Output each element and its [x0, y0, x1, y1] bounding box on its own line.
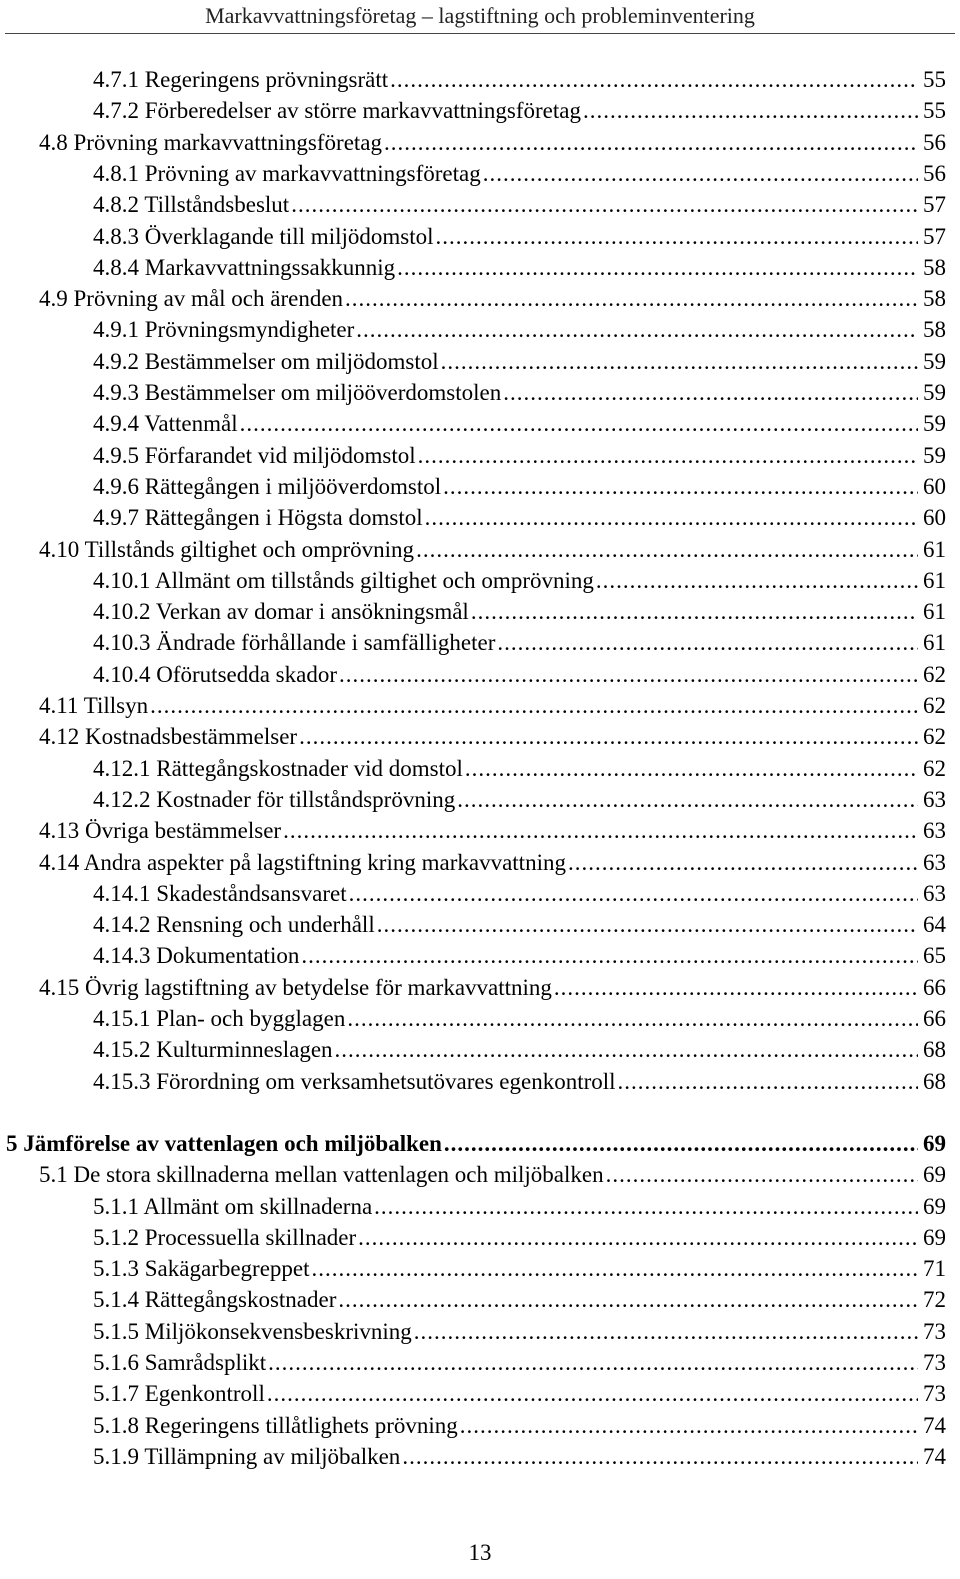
- toc-entry-title: 4.9 Prövning av mål och ärenden: [39, 286, 344, 312]
- toc-entry[interactable]: [0, 1222, 946, 1253]
- toc-entry-page: 59: [923, 411, 946, 437]
- toc-entry-page: 68: [923, 1068, 946, 1094]
- toc-entry-page: 74: [923, 1412, 946, 1438]
- toc-dot-leader: [583, 95, 918, 126]
- toc-dot-leader: [283, 815, 918, 846]
- toc-dot-leader: [299, 721, 918, 752]
- toc-entry-title: 4.8.2 Tillståndsbeslut: [93, 192, 290, 218]
- toc-dot-leader: [374, 1191, 918, 1222]
- toc-entry-page: 61: [923, 599, 946, 625]
- toc-entry-title: 4.15.3 Förordning om verksamhetsutövares egenkontroll: [93, 1068, 616, 1094]
- toc-entry-title: 4.9.5 Förfarandet vid miljödomstol: [93, 442, 416, 468]
- toc-dot-leader: [397, 252, 918, 283]
- toc-dot-leader: [402, 1441, 918, 1472]
- toc-entry[interactable]: [0, 314, 946, 345]
- toc-dot-leader: [377, 909, 918, 940]
- toc-entry-title: 4.9.3 Bestämmelser om miljööverdomstolen: [93, 380, 502, 405]
- toc-dot-leader: [497, 627, 918, 658]
- toc-entry-title: 4.10 Tillstånds giltighet och omprövning: [39, 536, 415, 562]
- toc-entry-title: 4.10.2 Verkan av domar i ansökningsmål: [93, 599, 469, 625]
- running-header: Markavvattningsföretag – lagstiftning och probleminventering: [205, 3, 755, 28]
- toc-entry-page: 63: [923, 849, 946, 875]
- toc-dot-leader: [345, 283, 918, 314]
- toc-entry[interactable]: [0, 1441, 946, 1472]
- toc-entry-page: 69: [923, 1224, 946, 1250]
- toc-entry[interactable]: [0, 1316, 946, 1347]
- toc-entry[interactable]: [0, 1284, 946, 1315]
- toc-dot-leader: [460, 1410, 918, 1441]
- toc-entry-title: 5.1.7 Egenkontroll: [93, 1381, 265, 1407]
- toc-entry-title: 4.9.2 Bestämmelser om miljödomstol: [93, 348, 439, 374]
- toc-dot-leader: [301, 940, 918, 971]
- toc-entry[interactable]: [0, 471, 946, 502]
- toc-entry-page: 58: [923, 317, 946, 343]
- toc-entry-title: 4.13 Övriga bestämmelser: [39, 818, 282, 844]
- toc-entry-page: 56: [923, 129, 946, 155]
- toc-entry-page: 68: [923, 1037, 946, 1063]
- toc-entry-page: 62: [923, 693, 946, 718]
- toc-entry-title: 4.10.1 Allmänt om tillstånds giltighet och omprövning: [93, 567, 594, 593]
- toc-entry-page: 59: [923, 348, 946, 374]
- toc-entry-title: 5.1.9 Tillämpning av miljöbalken: [93, 1443, 401, 1469]
- toc-dot-leader: [312, 1253, 918, 1284]
- toc-entry-page: 69: [923, 1193, 946, 1219]
- toc-entry[interactable]: [0, 1159, 946, 1190]
- toc-entry-title: 5.1.8 Regeringens tillåtlighets prövning: [93, 1412, 458, 1438]
- toc-dot-leader: [268, 1347, 918, 1378]
- toc-dot-leader: [503, 377, 918, 408]
- toc-dot-leader: [339, 659, 918, 690]
- toc-entry-title: 5.1.2 Processuella skillnader: [93, 1224, 357, 1250]
- toc-entry-title: 4.14.3 Dokumentation: [93, 943, 300, 969]
- toc-dot-leader: [441, 346, 918, 377]
- toc-entry-page: 62: [923, 661, 946, 687]
- toc-entry[interactable]: [0, 1191, 946, 1222]
- toc-dot-leader: [606, 1159, 918, 1190]
- toc-entry-title: 4.15 Övrig lagstiftning av betydelse för markavvattning: [39, 974, 552, 1000]
- toc-entry-page: 65: [923, 943, 946, 969]
- toc-entry[interactable]: [0, 815, 946, 846]
- toc-entry-title: 4.7.1 Regeringens prövningsrätt: [93, 67, 389, 92]
- toc-entry-page: 63: [923, 818, 946, 844]
- toc-entry[interactable]: [0, 1347, 946, 1378]
- toc-entry-title: 4.8.4 Markavvattningssakkunnig: [93, 254, 396, 280]
- toc-dot-leader: [267, 1378, 918, 1409]
- toc-entry-page: 58: [923, 286, 946, 312]
- toc-entry-page: 61: [923, 567, 946, 593]
- toc-entry[interactable]: [0, 1378, 946, 1409]
- toc-entry[interactable]: [0, 377, 946, 408]
- toc-entry[interactable]: [0, 1003, 946, 1034]
- toc-dot-leader: [291, 189, 918, 220]
- toc-entry-title: 4.8 Prövning markavvattningsföretag: [39, 129, 383, 155]
- toc-entry[interactable]: [0, 127, 946, 158]
- toc-entry[interactable]: [0, 847, 946, 878]
- toc-entry-page: 58: [923, 254, 946, 280]
- toc-entry[interactable]: [0, 440, 946, 471]
- toc-dot-leader: [338, 1284, 918, 1315]
- toc-entry-title: 4.14.2 Rensning och underhåll: [93, 912, 375, 938]
- toc-entry-page: 62: [923, 724, 946, 750]
- toc-dot-leader: [483, 158, 918, 189]
- toc-entry[interactable]: [0, 534, 946, 565]
- toc-entry-title: 4.10.4 Oförutsedda skador: [93, 661, 338, 687]
- toc-entry[interactable]: [0, 1034, 946, 1065]
- toc-dot-leader: [384, 127, 918, 158]
- toc-entry[interactable]: [0, 659, 946, 690]
- toc-dot-leader: [618, 1066, 918, 1097]
- toc-entry[interactable]: [0, 502, 946, 533]
- toc-dot-leader: [418, 440, 918, 471]
- toc-dot-leader: [414, 1316, 918, 1347]
- toc-entry-title: 5.1.1 Allmänt om skillnaderna: [93, 1193, 373, 1219]
- toc-entry-title: 4.12 Kostnadsbestämmelser: [39, 724, 298, 750]
- toc-entry[interactable]: [0, 690, 946, 721]
- toc-dot-leader: [596, 565, 918, 596]
- toc-dot-leader: [444, 1128, 918, 1159]
- toc-entry-page: 74: [923, 1443, 946, 1469]
- toc-dot-leader: [568, 847, 918, 878]
- toc-dot-leader: [335, 1034, 918, 1065]
- toc-dot-leader: [436, 221, 919, 252]
- toc-dot-leader: [425, 502, 918, 533]
- toc-entry-title: 4.8.3 Överklagande till miljödomstol: [93, 223, 434, 249]
- toc-entry-page: 60: [923, 505, 946, 531]
- toc-entry[interactable]: [0, 408, 946, 439]
- toc-entry-page: 55: [923, 98, 946, 124]
- toc-entry-page: 66: [923, 1006, 946, 1031]
- toc-entry-title: 5.1.5 Miljökonsekvensbeskrivning: [93, 1318, 412, 1344]
- toc-entry-title: 4.8.1 Prövning av markavvattningsföretag: [93, 160, 481, 186]
- toc-entry[interactable]: [0, 95, 946, 126]
- toc-entry[interactable]: [0, 64, 946, 95]
- toc-entry[interactable]: [0, 158, 946, 189]
- toc-entry-page: 55: [923, 67, 946, 92]
- toc-dot-leader: [150, 690, 918, 721]
- page-number: 13: [468, 1540, 492, 1565]
- toc-dot-leader: [554, 972, 918, 1003]
- toc-entry-title: 4.9.4 Vattenmål: [93, 411, 238, 437]
- toc-entry-page: 57: [923, 192, 946, 218]
- toc-entry[interactable]: [0, 221, 946, 252]
- toc-entry-title: 5.1 De stora skillnaderna mellan vattenlagen och miljöbalken: [39, 1162, 604, 1188]
- toc-entry-page: 59: [923, 380, 946, 405]
- toc-entry-page: 72: [923, 1287, 946, 1313]
- toc-entry[interactable]: [0, 1410, 946, 1441]
- toc-entry-title: 4.10.3 Ändrade förhållande i samfälligheter: [93, 630, 496, 656]
- toc-entry-title: 5.1.3 Sakägarbegreppet: [93, 1256, 310, 1282]
- toc-entry[interactable]: [0, 878, 946, 909]
- toc-entry-page: 69: [923, 1162, 946, 1188]
- toc-entry-title: 4.9.6 Rättegången i miljööverdomstol: [93, 473, 442, 499]
- toc-entry[interactable]: [0, 721, 946, 752]
- toc-dot-leader: [356, 314, 918, 345]
- toc-entry[interactable]: [0, 784, 946, 815]
- toc-entry[interactable]: [0, 346, 946, 377]
- toc-entry-page: 66: [923, 974, 946, 1000]
- toc-entry-title: 4.9.1 Prövningsmyndigheter: [93, 317, 355, 343]
- toc-dot-leader: [390, 64, 918, 95]
- toc-entry-title: 4.14.1 Skadeståndsansvaret: [93, 880, 347, 906]
- toc-entry-title: 4.12.2 Kostnader för tillståndsprövning: [93, 786, 456, 812]
- toc-entry-page: 71: [923, 1256, 946, 1282]
- toc-entry-page: 73: [923, 1381, 946, 1407]
- toc-entry-page: 62: [923, 755, 946, 781]
- toc-entry[interactable]: [0, 1128, 946, 1159]
- toc-dot-leader: [457, 784, 918, 815]
- toc-entry-page: 64: [923, 912, 946, 938]
- toc-entry-title: 5.1.4 Rättegångskostnader: [93, 1287, 337, 1313]
- toc-entry-title: 4.14 Andra aspekter på lagstiftning kring markavvattning: [39, 849, 566, 875]
- toc-entry-page: 59: [923, 442, 946, 468]
- header-divider: [5, 33, 955, 34]
- toc-entry[interactable]: [0, 753, 946, 784]
- toc-dot-leader: [416, 534, 918, 565]
- toc-entry-page: 56: [923, 160, 946, 186]
- toc-entry-title: 4.15.1 Plan- och bygglagen: [93, 1006, 346, 1031]
- toc-entry-page: 73: [923, 1350, 946, 1375]
- toc-entry-page: 60: [923, 473, 946, 499]
- toc-entry-page: 63: [923, 786, 946, 812]
- toc-entry-page: 61: [923, 536, 946, 562]
- toc-entry-title: 5.1.6 Samrådsplikt: [93, 1350, 267, 1375]
- toc-dot-leader: [240, 408, 918, 439]
- toc-entry[interactable]: [0, 909, 946, 940]
- toc-entry[interactable]: [0, 565, 946, 596]
- toc-entry[interactable]: [0, 1253, 946, 1284]
- toc-entry[interactable]: [0, 940, 946, 971]
- toc-entry-title: 4.15.2 Kulturminneslagen: [93, 1037, 333, 1063]
- toc-entry-page: 57: [923, 223, 946, 249]
- toc-entry-page: 73: [923, 1318, 946, 1344]
- toc-entry-page: 69: [923, 1130, 946, 1156]
- toc-entry[interactable]: [0, 283, 946, 314]
- toc-dot-leader: [349, 878, 918, 909]
- toc-entry-title: 4.7.2 Förberedelser av större markavvattningsföretag: [93, 98, 581, 124]
- toc-entry-title: 4.11 Tillsyn: [39, 693, 149, 718]
- toc-dot-leader: [347, 1003, 918, 1034]
- toc-entry[interactable]: [0, 1066, 946, 1097]
- toc-entry-title: 5 Jämförelse av vattenlagen och miljöbalken: [6, 1130, 442, 1156]
- toc-entry-title: 4.9.7 Rättegången i Högsta domstol: [93, 505, 423, 531]
- toc-entry-page: 63: [923, 880, 946, 906]
- toc-entry[interactable]: [0, 252, 946, 283]
- toc-entry-page: 61: [923, 630, 946, 656]
- toc-dot-leader: [358, 1222, 918, 1253]
- toc-dot-leader: [465, 753, 918, 784]
- toc-entry-title: 4.12.1 Rättegångskostnader vid domstol: [93, 755, 463, 781]
- toc-entry[interactable]: [0, 627, 946, 658]
- toc-dot-leader: [443, 471, 918, 502]
- toc-entry[interactable]: [0, 972, 946, 1003]
- toc-dot-leader: [471, 596, 918, 627]
- toc-entry[interactable]: [0, 596, 946, 627]
- toc-entry[interactable]: [0, 189, 946, 220]
